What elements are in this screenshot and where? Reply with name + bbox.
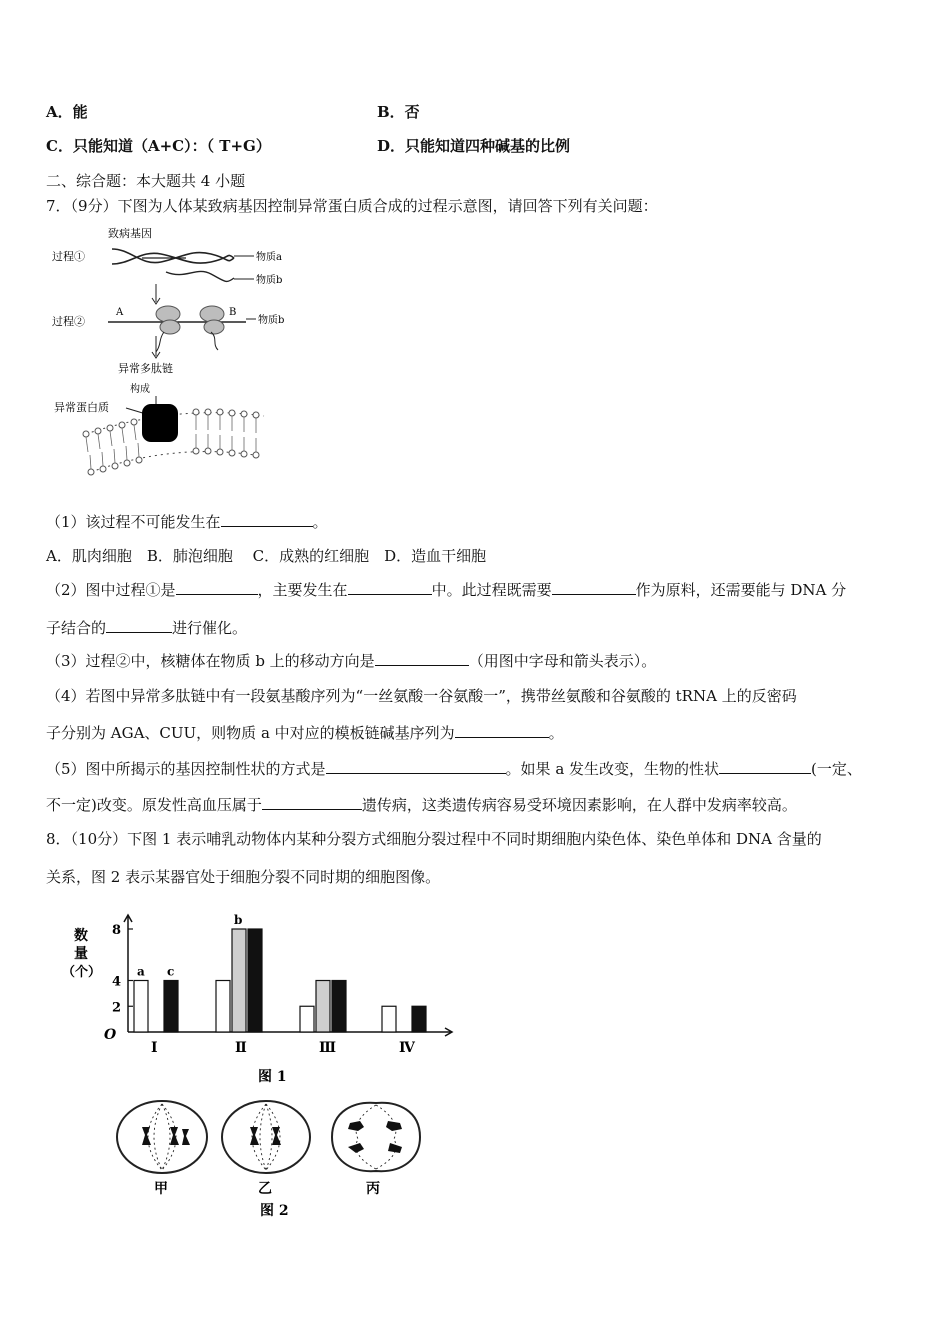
material-b-label-1: 物质b xyxy=(256,275,283,286)
bar-b-2 xyxy=(232,929,246,1032)
bar-a-1 xyxy=(134,981,148,1033)
option-c: C．只能知道（A+C）：（ T+G） xyxy=(46,137,271,155)
material-a-label: 物质a xyxy=(256,252,282,263)
gene-expression-diagram xyxy=(46,222,306,490)
answer-blank-3[interactable] xyxy=(348,580,432,595)
x-tick-label: Ⅲ xyxy=(319,1040,337,1056)
process1-label: 过程① xyxy=(52,250,85,263)
y-axis-label-3: （个） xyxy=(62,965,102,980)
q7-part5-line2: 不一定)改变。原发性高血压属于 遗传病，这类遗传病容易受环境因素影响，在人群中发病率较高。 xyxy=(46,796,797,814)
cell-label-bing: 丙 xyxy=(366,1181,380,1197)
q7-part1: （1）该过程不可能发生在 。 xyxy=(46,513,328,531)
gene-label: 致病基因 xyxy=(108,227,152,240)
cell-jia xyxy=(117,1101,207,1197)
origin-label: O xyxy=(104,1027,117,1043)
x-tick-label: Ⅳ xyxy=(399,1040,415,1056)
section-title: 二、综合题：本大题共 4 小题 xyxy=(46,172,246,190)
answer-blank-8[interactable] xyxy=(326,759,506,774)
q7-part1-options: A．肌肉细胞 B．肺泡细胞 C．成熟的红细胞 D．造血干细胞 xyxy=(46,547,487,565)
figure1-bar-chart xyxy=(60,904,460,1089)
y-axis-label-1: 数 xyxy=(74,928,88,944)
q7-part3: （3）过程②中，核糖体在物质 b 上的移动方向是 （用图中字母和箭头表示）。 xyxy=(46,652,657,670)
option-d: D．只能知道四种碱基的比例 xyxy=(377,137,571,155)
answer-blank-6[interactable] xyxy=(375,651,469,666)
polypeptide-label: 异常多肽链 xyxy=(118,362,173,375)
q7-part4-line1: （4）若图中异常多肽链中有一段氨基酸序列为“一丝氨酸一谷氨酸一”，携带丝氨酸和谷氨酸的 tRNA 上的反密码 xyxy=(46,687,797,705)
option-a: A．能 xyxy=(46,103,88,121)
abnormal-protein-shape xyxy=(142,404,178,442)
bar-a-2 xyxy=(216,981,230,1033)
abnormal-protein-label: 异常蛋白质 xyxy=(54,401,109,414)
answer-blank-4[interactable] xyxy=(552,580,636,595)
option-b: B．否 xyxy=(377,103,420,121)
y-tick-label: 4 xyxy=(112,974,122,990)
cell-label-jia: 甲 xyxy=(154,1181,168,1197)
figure2-cells xyxy=(114,1095,424,1223)
legend-label-c: c xyxy=(167,964,175,979)
y-tick-label: 2 xyxy=(112,1000,122,1016)
x-tick-label: Ⅱ xyxy=(235,1040,247,1056)
legend-label-a: a xyxy=(137,964,145,979)
figure1-caption: 图 1 xyxy=(258,1069,287,1085)
cell-yi xyxy=(222,1101,310,1197)
bar-c-4 xyxy=(412,1006,426,1032)
cell-label-yi: 乙 xyxy=(258,1181,272,1197)
bar-a-4 xyxy=(382,1006,396,1032)
y-tick-label: 8 xyxy=(112,923,122,938)
q8-stem-line1: 8．（10分）下图 1 表示哺乳动物体内某种分裂方式细胞分裂过程中不同时期细胞内染色体、染色单体和 DNA 含量的 xyxy=(46,830,822,848)
answer-blank-9[interactable] xyxy=(719,759,811,774)
forms-label: 构成 xyxy=(130,384,150,395)
q8-stem-line2: 关系，图 2 表示某器官处于细胞分裂不同时期的细胞图像。 xyxy=(46,868,441,886)
material-b-label-2: 物质b xyxy=(258,315,285,326)
figure2-caption: 图 2 xyxy=(260,1203,289,1219)
legend-label-b: b xyxy=(234,913,243,927)
bar-c-3 xyxy=(332,981,346,1033)
process2-label: 过程② xyxy=(52,315,85,328)
answer-blank-2[interactable] xyxy=(176,580,258,595)
bar-c-1 xyxy=(164,981,178,1033)
point-b-label: B xyxy=(229,307,237,318)
answer-blank-1[interactable] xyxy=(221,512,313,527)
cell-bing xyxy=(332,1103,420,1197)
q7-part4-line2: 子分别为 AGA、CUU，则物质 a 中对应的模板链碱基序列为 。 xyxy=(46,724,564,742)
x-tick-label: Ⅰ xyxy=(151,1040,158,1056)
q7-part5-line1: （5）图中所揭示的基因控制性状的方式是 。如果 a 发生改变，生物的性状 (一定、 xyxy=(46,760,862,778)
bar-b-3 xyxy=(316,981,330,1033)
answer-blank-7[interactable] xyxy=(455,723,549,738)
bar-c-2 xyxy=(248,929,262,1032)
point-a-label: A xyxy=(116,307,124,318)
q7-stem: 7．（9分）下图为人体某致病基因控制异常蛋白质合成的过程示意图，请回答下列有关问题： xyxy=(46,197,658,215)
q7-part2-line1: （2）图中过程①是 ，主要发生在 中。此过程既需要 作为原料，还需要能与 DNA 分 xyxy=(46,581,847,599)
answer-blank-10[interactable] xyxy=(262,795,362,810)
bar-a-3 xyxy=(300,1006,314,1032)
q7-part2-line2: 子结合的 进行催化。 xyxy=(46,619,248,637)
y-axis-label-2: 量 xyxy=(74,946,88,962)
answer-blank-5[interactable] xyxy=(106,618,172,633)
